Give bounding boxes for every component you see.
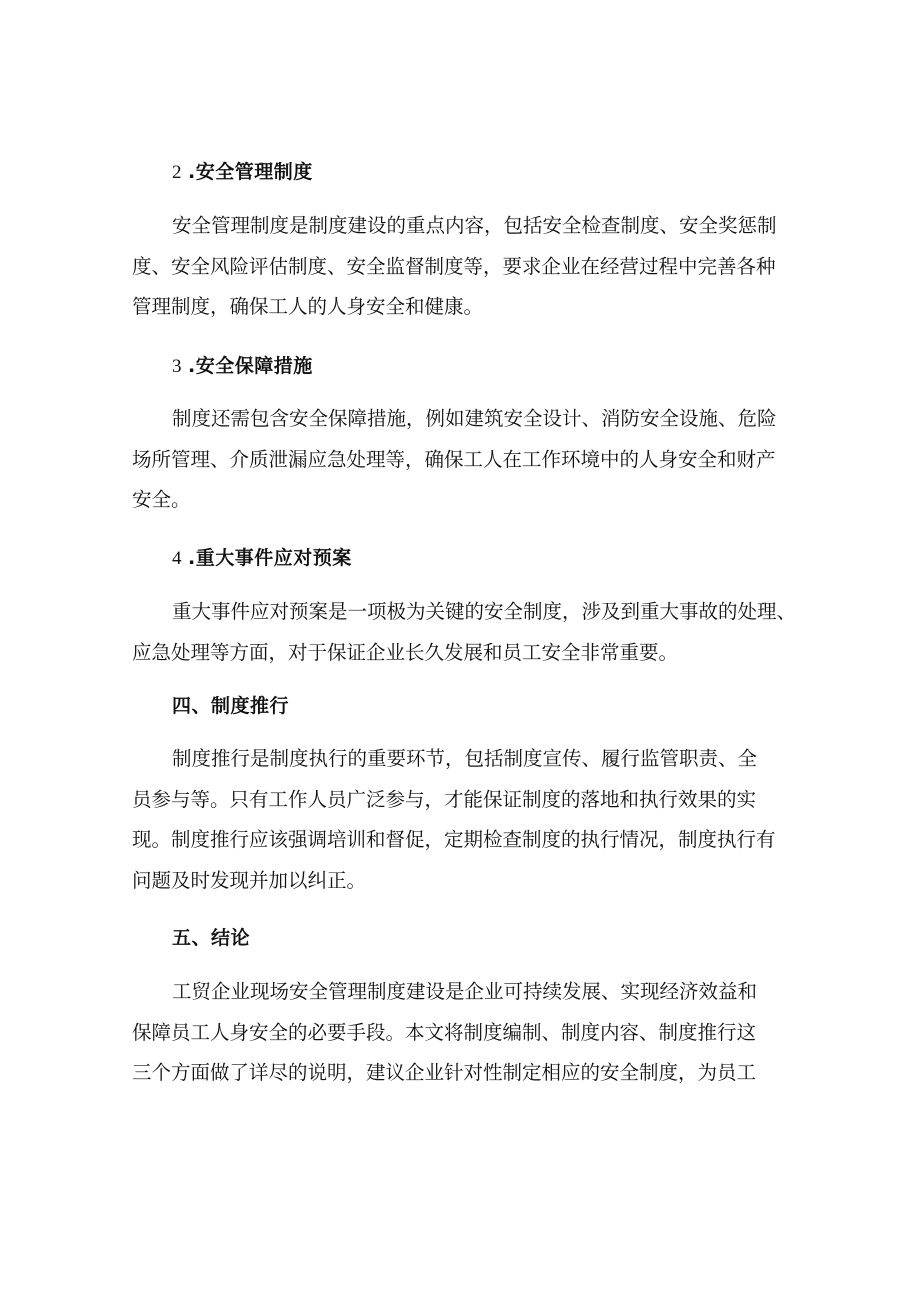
section-heading-3: [172, 354, 313, 379]
section-number: 2: [172, 162, 182, 183]
section-paragraph-conclusion: [132, 972, 812, 1094]
section-title: 四、制度推行: [172, 695, 290, 717]
paragraph-line: 管理制度，确保工人的人身安全和健康。: [132, 295, 484, 318]
section-paragraph-4: [132, 592, 812, 673]
paragraph-line: 问题及时发现并加以纠正。: [132, 868, 367, 892]
section-heading-promotion: [172, 694, 289, 718]
paragraph-line: 三个方面做了详尽的说明，建议企业针对性制定相应的安全制度，为员工: [132, 1061, 757, 1084]
section-paragraph-2: [132, 206, 812, 328]
section-title: 五、结论: [172, 927, 251, 949]
paragraph-line: 场所管理、介质泄漏应急处理等，确保工人在工作环境中的人身安全和财产: [132, 447, 776, 471]
section-title: .安全保障措施: [188, 355, 313, 377]
paragraph-line: 应急处理等方面，对于保证企业长久发展和员工安全非常重要。: [132, 640, 679, 664]
section-title: .安全管理制度: [188, 161, 313, 183]
paragraph-line: 现。制度推行应该强调培训和督促，定期检查制度的执行情况，制度执行有: [132, 828, 776, 851]
section-paragraph-promotion: [132, 739, 812, 901]
paragraph-line: 度、安全风险评估制度、安全监督制度等，要求企业在经营过程中完善各种: [132, 254, 776, 278]
section-heading-2: [172, 160, 313, 185]
paragraph-line: 重大事件应对预案是一项极为关键的安全制度，涉及到重大事故的处理、: [172, 600, 797, 623]
paragraph-line: 员参与等。只有工作人员广泛参与，才能保证制度的落地和执行效果的实: [132, 787, 757, 811]
section-heading-conclusion: [172, 926, 250, 950]
paragraph-line: 工贸企业现场安全管理制度建设是企业可持续发展、实现经济效益和: [172, 980, 758, 1003]
paragraph-line: 安全。: [132, 488, 191, 511]
section-number: 3: [172, 356, 182, 377]
section-number: 4: [172, 548, 182, 569]
paragraph-line: 制度还需包含安全保障措施，例如建筑安全设计、消防安全设施、危险: [172, 407, 777, 430]
section-heading-4: [172, 546, 352, 571]
paragraph-line: 制度推行是制度执行的重要环节，包括制度宣传、履行监管职责、全: [172, 747, 758, 770]
section-paragraph-3: [132, 399, 812, 521]
paragraph-line: 安全管理制度是制度建设的重点内容，包括安全检查制度、安全奖惩制: [172, 214, 777, 237]
section-title: .重大事件应对预案: [188, 547, 352, 569]
paragraph-line: 保障员工人身安全的必要手段。本文将制度编制、制度内容、制度推行这: [132, 1020, 757, 1044]
